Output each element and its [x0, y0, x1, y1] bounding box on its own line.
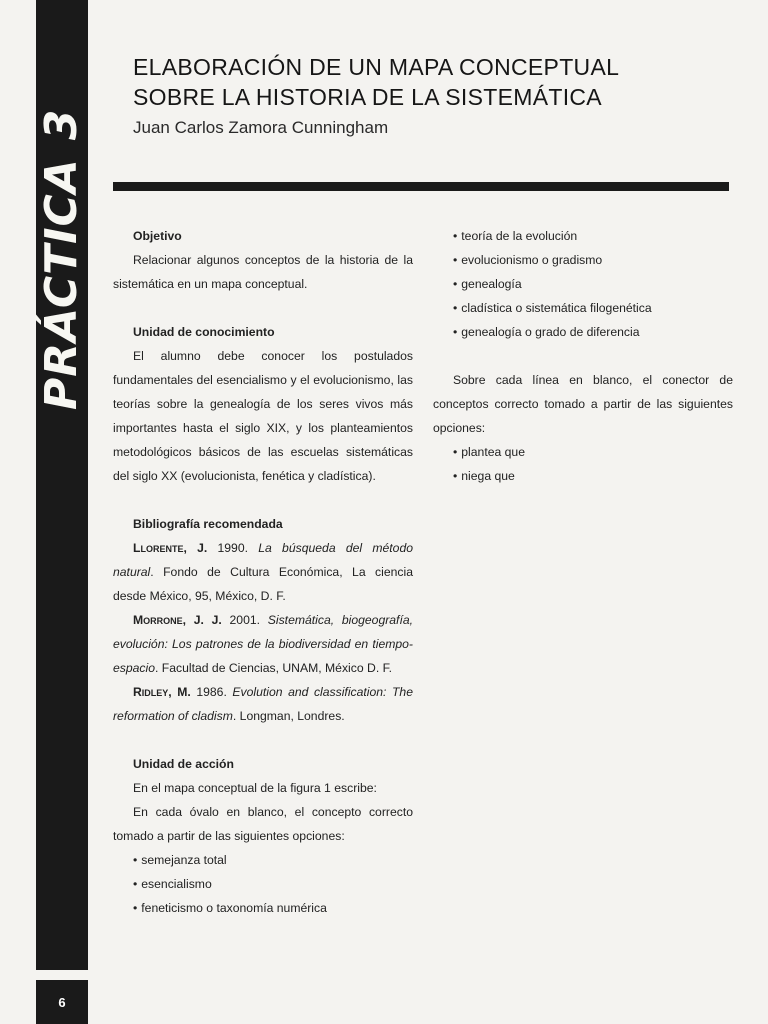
list-item: • evolucionismo o gradismo	[453, 253, 603, 267]
page-title: ELABORACIÓN DE UN MAPA CONCEPTUAL SOBRE LA HISTORIA DE LA SISTEMÁTICA	[133, 54, 620, 110]
side-band	[36, 0, 88, 970]
objetivo-text: Relacionar algunos conceptos de la historia de la sistemática en un mapa conceptual.	[113, 253, 413, 291]
list-item: • semejanza total	[133, 853, 227, 867]
practice-label: PRÁCTICA3	[36, 108, 87, 410]
bibliografia-heading: Bibliografía recomendada	[133, 517, 283, 531]
reference-item: Llorente, J. 1990. La búsqueda del método natural. Fondo de Cultura Económica, La ciencia desde México, 95, México, D. F.	[113, 541, 413, 603]
divider-rule	[113, 182, 729, 191]
reference-item: Ridley, M. 1986. Evolution and classification: The reformation of cladism. Longman, Londres.	[113, 685, 413, 723]
list-item: • plantea que	[453, 445, 525, 459]
list-item: • niega que	[453, 469, 515, 483]
author: Juan Carlos Zamora Cunningham	[133, 118, 389, 137]
accion-line1: En el mapa conceptual de la figura 1 escribe:	[133, 781, 377, 795]
objetivo-heading: Objetivo	[133, 229, 182, 243]
list-item: • cladística o sistemática filogenética	[453, 301, 652, 315]
list-item: • genealogía	[453, 277, 522, 291]
list-item: • teoría de la evolución	[453, 229, 578, 243]
reference-item: Morrone, J. J. 2001. Sistemática, biogeografía, evolución: Los patrones de la biodiversidad en tiempo-espacio. Facultad de Ciencias, UNAM, México D. F.	[113, 613, 413, 675]
conocimiento-heading: Unidad de conocimiento	[133, 325, 275, 339]
accion-heading: Unidad de acción	[133, 757, 234, 771]
practice-number: 3	[36, 108, 87, 141]
right-column	[433, 224, 733, 488]
left-column	[113, 224, 413, 920]
list-item: • esencialismo	[133, 877, 212, 891]
accion-line2: En cada óvalo en blanco, el concepto correcto tomado a partir de las siguientes opciones:	[113, 805, 413, 843]
header	[133, 52, 743, 138]
list-item: • feneticismo o taxonomía numérica	[133, 901, 327, 915]
conocimiento-text: El alumno debe conocer los postulados fundamentales del esencialismo y el evolucionismo, las teorías sobre la genealogía de los seres vivos más importantes hasta el siglo XIX, y los planteamientos metodológicos básicos de las escuelas sistemáticas del siglo XX (evolucionista, fenética y cladística).	[113, 349, 413, 483]
connector-text: Sobre cada línea en blanco, el conector de conceptos correcto tomado a partir de las siguientes opciones:	[433, 373, 733, 435]
page-number: 6	[36, 980, 88, 1024]
list-item: • genealogía o grado de diferencia	[453, 325, 640, 339]
